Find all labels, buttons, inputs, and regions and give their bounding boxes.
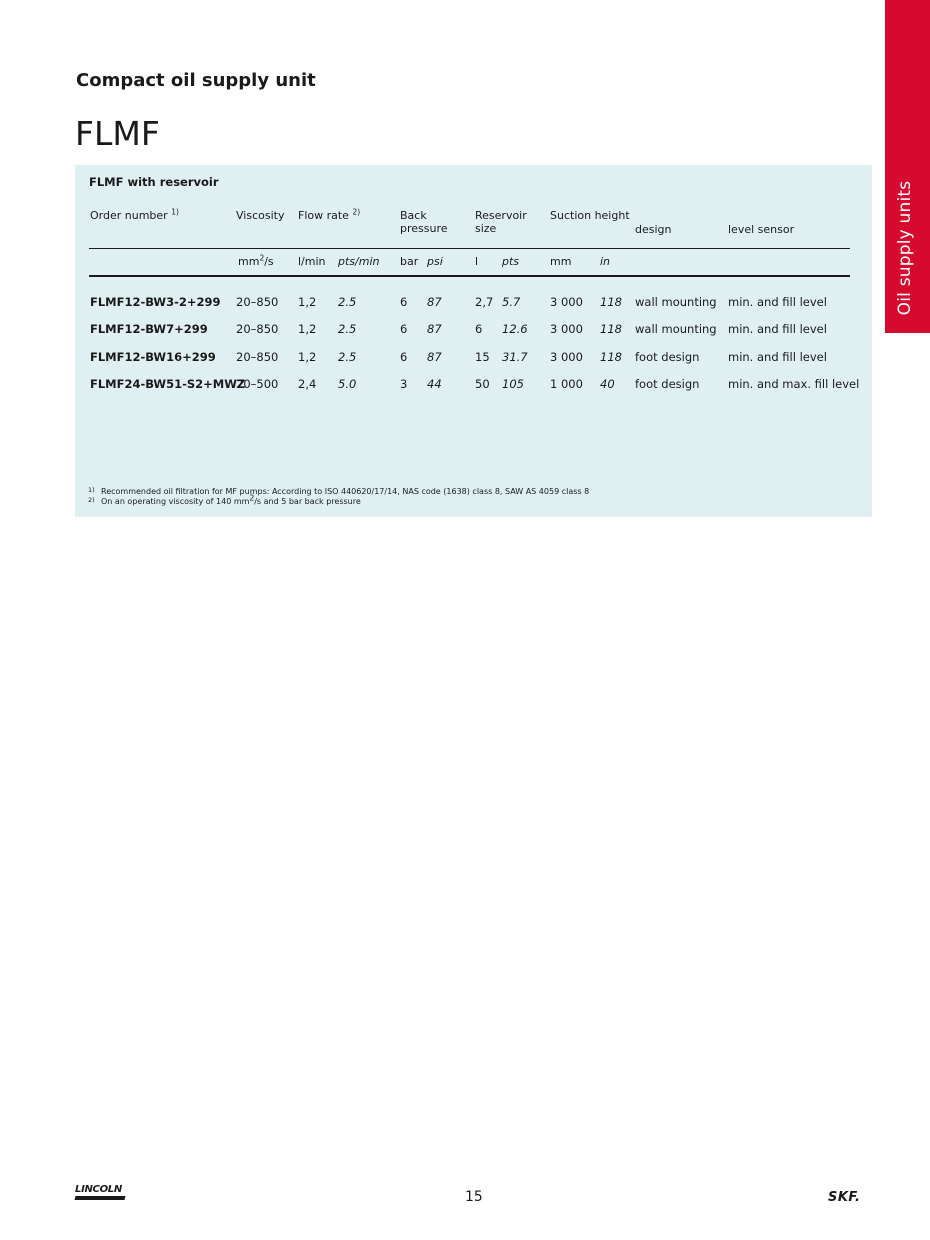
cell-level: min. and fill level [728,295,827,309]
lincoln-logo-text: LINCOLN [75,1184,122,1195]
cell-psi: 44 [427,377,442,391]
cell-viscosity: 20–850 [236,350,279,364]
unit-viscosity: $mm^2/s$ [238,253,274,268]
table-row [0,295,930,315]
page-number: 15 [465,1189,483,1205]
cell-design: foot design [635,377,700,391]
cell-flow-pts: 2.5 [338,350,357,364]
cell-res-pts: 105 [502,377,524,391]
cell-level: min. and max. fill level [728,377,860,391]
footnote-text: Recommended oil filtration for MF pumps: According to ISO 440620/17/14, NAS code (1638) class 8, SAW AS 4059 class 8 [101,487,590,496]
header-order-number: Order number $^{1)}$ [90,207,179,222]
cell-level: min. and fill level [728,322,827,336]
header-viscosity: Viscosity [236,209,285,222]
panel-title: FLMF with reservoir [89,175,219,189]
cell-flow-pts: 5.0 [338,377,357,391]
cell-flow-l: 1,2 [298,295,317,309]
cell-bar: 6 [400,295,408,309]
skf-logo: SKF. [828,1190,861,1205]
cell-res-pts: 31.7 [502,350,528,364]
header-back-pressure: Back pressure [400,209,448,235]
cell-height-mm: 1 000 [550,377,583,391]
lincoln-logo-bar [74,1196,125,1200]
cell-height-in: 118 [600,350,622,364]
footnote-mark: 2) [88,496,95,504]
cell-order: FLMF24-BW51-S2+MWZ [90,377,246,391]
unit-reservoir-metric: l [475,255,479,268]
cell-viscosity: 20–500 [236,377,279,391]
cell-level: min. and fill level [728,350,827,364]
cell-flow-l: 1,2 [298,322,317,336]
cell-viscosity: 20–850 [236,322,279,336]
footnote-mark: 1) [88,486,95,494]
unit-height-imperial: in [600,255,611,268]
header-rule [89,248,850,249]
footnote-text: On an operating viscosity of 140 $mm^2/s$ and 5 bar back pressure [101,493,361,506]
cell-height-in: 118 [600,322,622,336]
header-reservoir-size: Reservoir size [475,209,527,235]
cell-design: wall mounting [635,322,717,336]
header-level-sensor: level sensor [728,223,795,236]
cell-height-in: 40 [600,377,615,391]
cell-flow-l: 1,2 [298,350,317,364]
cell-res-pts: 5.7 [502,295,521,309]
section-title: Compact oil supply unit [76,70,316,91]
footnotes [88,487,589,507]
cell-viscosity: 20–850 [236,295,279,309]
cell-height-mm: 3 000 [550,295,583,309]
cell-height-in: 118 [600,295,622,309]
cell-flow-pts: 2.5 [338,322,357,336]
table-row [0,322,930,342]
unit-pressure-imperial: psi [427,255,443,268]
cell-res-l: 2,7 [475,295,494,309]
unit-reservoir-imperial: pts [502,255,520,268]
cell-design: wall mounting [635,295,717,309]
page-title: FLMF [75,114,160,153]
unit-flow-metric: l/min [298,255,326,268]
unit-flow-imperial: pts/min [338,255,380,268]
cell-order: FLMF12-BW7+299 [90,322,208,336]
table-row [0,350,930,370]
cell-res-l: 50 [475,377,490,391]
cell-res-pts: 12.6 [502,322,528,336]
cell-res-l: 15 [475,350,490,364]
cell-height-mm: 3 000 [550,322,583,336]
unit-pressure-metric: bar [400,255,419,268]
footnote-1 [88,487,589,497]
lincoln-logo [75,1184,129,1204]
cell-bar: 6 [400,322,408,336]
header-flow-rate: Flow rate $^{2)}$ [298,207,361,222]
cell-design: foot design [635,350,700,364]
cell-flow-l: 2,4 [298,377,317,391]
side-tab-label: Oil supply units [895,180,915,316]
cell-psi: 87 [427,350,442,364]
footnote-2 [88,493,589,507]
cell-psi: 87 [427,322,442,336]
cell-order: FLMF12-BW16+299 [90,350,216,364]
cell-bar: 3 [400,377,408,391]
header-suction-height: Suction height [550,209,630,222]
cell-res-l: 6 [475,322,483,336]
cell-height-mm: 3 000 [550,350,583,364]
cell-flow-pts: 2.5 [338,295,357,309]
units-rule [89,275,850,277]
header-design: design [635,223,672,236]
cell-bar: 6 [400,350,408,364]
unit-height-metric: mm [550,255,572,268]
cell-psi: 87 [427,295,442,309]
cell-order: FLMF12-BW3-2+299 [90,295,221,309]
table-row [0,377,930,397]
